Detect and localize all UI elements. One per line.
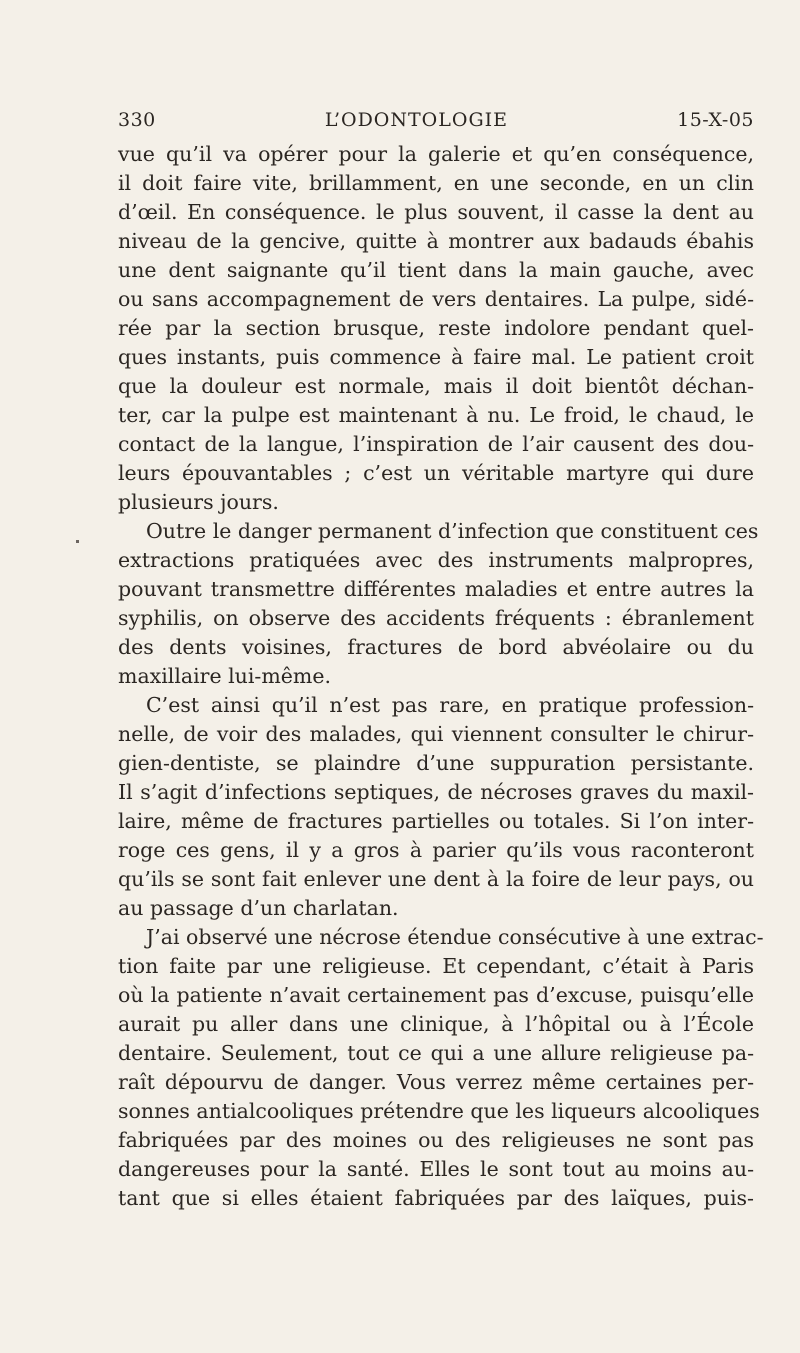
text-line: sonnes antialcooliques prétendre que les liqueurs alcooliques [118,1099,760,1123]
text-line: niveau de la gencive, quitte à montrer aux badauds ébahis [118,229,754,253]
text-line: fabriquées par des moines ou des religieuses ne sont pas [118,1128,754,1152]
text-line: tant que si elles étaient fabriquées par des laïques, puis- [118,1186,754,1210]
text-line: nelle, de voir des malades, qui viennent consulter le chirur- [118,722,754,746]
text-line: des dents voisines, fractures de bord abvéolaire ou du [118,635,754,659]
text-line: Il s’agit d’infections septiques, de nécroses graves du maxil- [118,780,754,804]
text-line: il doit faire vite, brillamment, en une seconde, en un clin [118,171,754,195]
text-line: qu’ils se sont fait enlever une dent à la foire de leur pays, ou [118,867,754,891]
paragraph-2 [118,517,759,691]
text-line: leurs épouvantables ; c’est un véritable martyre qui dure [118,461,754,485]
text-line: J’ai observé une nécrose étendue consécutive à une extrac- [146,925,764,949]
text-line: vue qu’il va opérer pour la galerie et qu’en conséquence, [118,142,754,166]
text-line: ques instants, puis commence à faire mal. Le patient croit [118,345,754,369]
text-line: Outre le danger permanent d’infection que constituent ces [146,519,759,543]
issue-date: 15-X-05 [677,109,754,131]
text-line: extractions pratiquées avec des instruments malpropres, [118,548,754,572]
text-line: tion faite par une religieuse. Et cependant, c’était à Paris [118,954,754,978]
text-line: une dent saignante qu’il tient dans la main gauche, avec [118,258,754,282]
text-line: roge ces gens, il y a gros à parier qu’ils vous raconteront [118,838,754,862]
text-line: rée par la section brusque, reste indolore pendant quel- [118,316,754,340]
text-line: laire, même de fractures partielles ou totales. Si l’on inter- [118,809,754,833]
text-line: ou sans accompagnement de vers dentaires. La pulpe, sidé- [118,287,754,311]
text-line: gien-dentiste, se plaindre d’une suppuration persistante. [118,751,754,775]
paragraph-1 [118,140,754,517]
text-line: dangereuses pour la santé. Elles le sont tout au moins au- [118,1157,754,1181]
text-line: d’œil. En conséquence. le plus souvent, il casse la dent au [118,200,754,224]
journal-title: L’ODONTOLOGIE [324,109,508,131]
paragraph-3 [118,691,754,923]
text-line: contact de la langue, l’inspiration de l’air causent des dou- [118,432,754,456]
text-line: aurait pu aller dans une clinique, à l’hôpital ou à l’École [118,1012,754,1036]
paragraph-4 [118,923,764,1213]
text-line: C’est ainsi qu’il n’est pas rare, en pratique profession- [146,693,754,717]
text-line: dentaire. Seulement, tout ce qui a une allure religieuse pa- [118,1041,754,1065]
text-line: plusieurs jours. [118,490,279,514]
text-line: maxillaire lui-même. [118,664,332,688]
text-line: syphilis, on observe des accidents fréquents : ébranlement [118,606,754,630]
margin-speck [76,540,79,543]
text-line: où la patiente n’avait certainement pas d’excuse, puisqu’elle [118,983,754,1007]
page-number: 330 [118,109,156,131]
body-text [118,140,764,1213]
text-line: que la douleur est normale, mais il doit bientôt déchan- [118,374,754,398]
text-line: au passage d’un charlatan. [118,896,399,920]
running-header [118,104,754,136]
text-line: raît dépourvu de danger. Vous verrez même certaines per- [118,1070,754,1094]
text-line: pouvant transmettre différentes maladies et entre autres la [118,577,754,601]
text-line: ter, car la pulpe est maintenant à nu. Le froid, le chaud, le [118,403,754,427]
